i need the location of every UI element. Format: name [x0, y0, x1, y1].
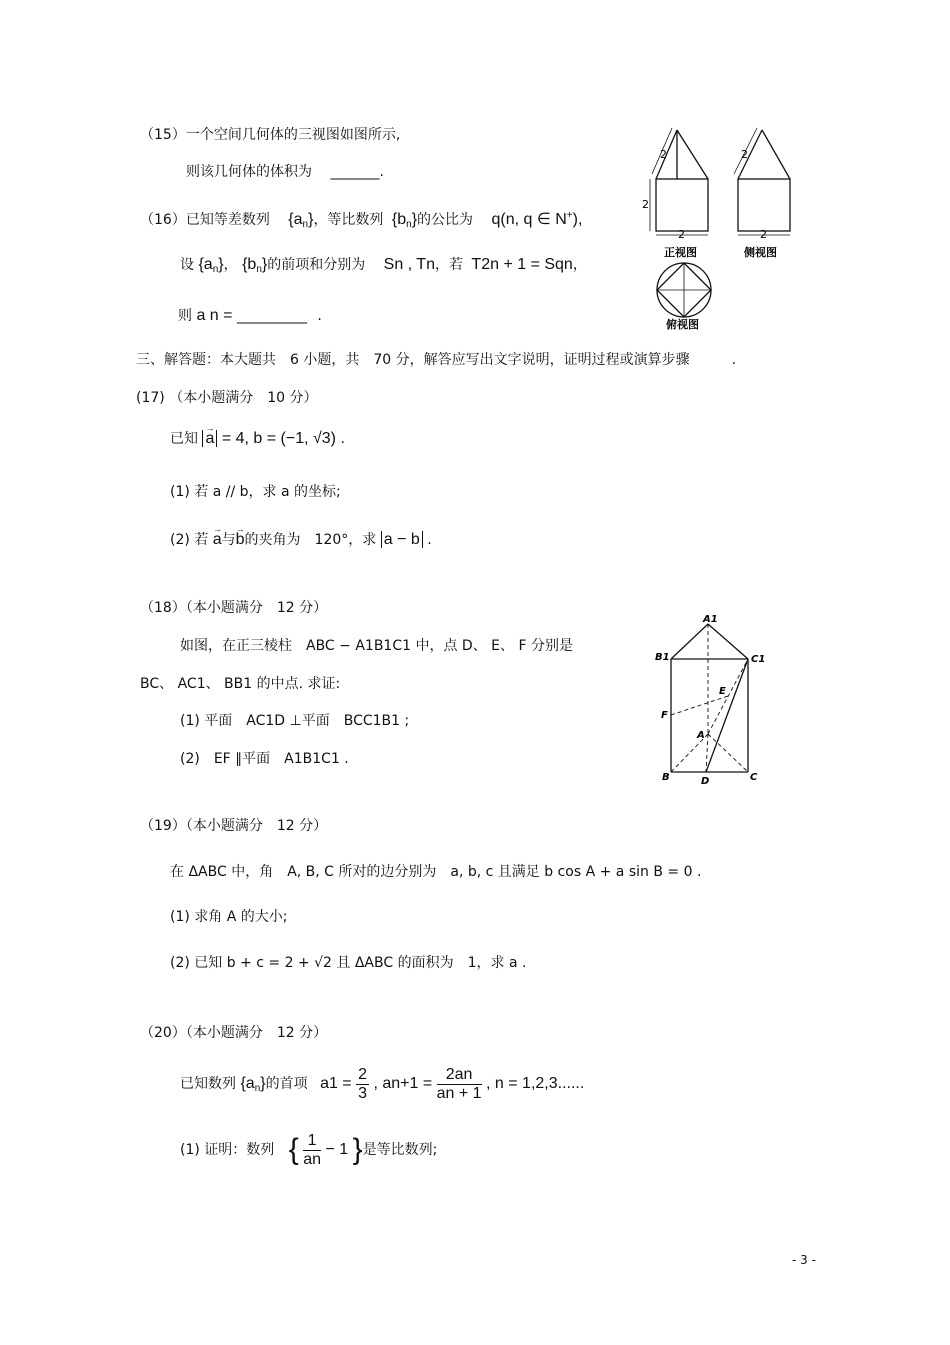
q16-prefix: （16）已知等差数列 [140, 212, 270, 228]
top-view [657, 263, 711, 317]
q17-given-math: = 4, b = (−1, √3) . [221, 430, 345, 447]
q20-line1-prefix: 已知数列 [180, 1076, 236, 1092]
q16-an: a n = [196, 307, 233, 324]
q19-line1: 在 ΔABC 中，角 A, B, C 所对的边分别为 a, b, c 且满足 b cos A + a sin B = 0 . [170, 864, 702, 880]
q16-line2-prefix: 设 [180, 257, 194, 273]
label-c: C [750, 772, 758, 783]
q20-head: （20）（本小题满分 12 分） [140, 1025, 328, 1041]
q15-line1: （15）一个空间几何体的三视图如图所示, [140, 127, 401, 143]
prism-figure [655, 612, 770, 787]
q17-part1: (1) 若 a // b，求 a 的坐标; [170, 484, 341, 500]
front-view-label: 正视图 [664, 246, 697, 259]
q16-line3-prefix: 则 [178, 308, 192, 324]
q15-line2 [186, 162, 384, 182]
q20-a1-frac: $\frac{2}{3}$ [358, 1065, 368, 1102]
q18-line2: BC、 AC1、 BB1 的中点. 求证: [140, 676, 341, 692]
q19-part1: (1) 求角 A 的大小; [170, 909, 288, 925]
side-view-dims [734, 128, 790, 235]
q20-p1-brace-close: } [352, 1133, 363, 1166]
q20-rec-frac: $\frac{2an}{an + 1}$ [436, 1065, 482, 1102]
q16-cond-prefix: ，若 [434, 257, 463, 273]
q20-line1-mid: 的首项 [265, 1076, 308, 1092]
label-b1: B1 [655, 652, 670, 663]
q16-mid2: 的公比为 [417, 212, 474, 228]
q16-mid1: ，等比数列 [313, 212, 384, 228]
q16-line1 [140, 206, 582, 235]
q20-part1 [180, 1130, 437, 1170]
q16-line2-mid: 的前项和分别为 [267, 257, 366, 273]
three-view-figure [640, 122, 800, 334]
side-dim-width: 2 [760, 228, 767, 241]
page-number: - 3 - [792, 1253, 816, 1267]
label-a: A [697, 730, 705, 741]
q17-head: (17) （本小题满分 10 分） [136, 390, 318, 406]
q15-end: . [379, 164, 384, 180]
q19-head: （19）（本小题满分 12 分） [140, 818, 328, 834]
q16-seq-b2: $\{b_n\}$ [242, 256, 268, 275]
q15-blank: _______ [330, 164, 380, 180]
label-f: F [661, 710, 668, 721]
q17-p2-b: 与 [221, 532, 236, 548]
q15-text: 则该几何体的体积为 [186, 164, 312, 180]
q16-sums: Sn , Tn [383, 256, 435, 273]
top-view-label: 俯视图 [666, 318, 699, 331]
prism-hidden-edges [671, 624, 748, 772]
q18-part1: (1) 平面 AC1D ⊥平面 BCC1B1 ; [180, 713, 410, 729]
front-view [656, 130, 708, 231]
label-c1: C1 [751, 654, 766, 665]
front-dim-height: 2 [642, 198, 649, 211]
q19-part2: (2) 已知 b + c = 2 + √2 且 ΔABC 的面积为 1，求 a . [170, 955, 527, 971]
q17-p2-a: (2) 若 [170, 532, 209, 548]
q18-head: （18）（本小题满分 12 分） [140, 600, 328, 616]
q16-line2: 设 $\{a_n\}$， $\{b_n\}$的前项和分别为 Sn , Tn，若 T2n + 1 = Sqn， [180, 256, 587, 275]
q20-rec-tail: , n = 1,2,3...... [486, 1075, 585, 1092]
q17-given-text: 已知 [170, 431, 198, 447]
q17-p2-c: 的夹角为 120°，求 [244, 532, 377, 548]
front-dim-slant: 2 [660, 148, 667, 161]
side-view-label: 侧视图 [744, 246, 777, 259]
q16-blank: __________ [236, 308, 307, 324]
q16-seq-a2: $\{a_n\}$ [198, 256, 224, 275]
q20-seq-a: $\{a_n\}$ [240, 1075, 266, 1094]
q17-abs-diff: a − b [381, 531, 423, 548]
prism-edges [671, 624, 748, 772]
front-dim-width: 2 [678, 228, 685, 241]
section-heading: 三、解答题：本大题共 6 小题，共 70 分，解答应写出文字说明，证明过程或演算步骤 . [136, 352, 737, 368]
label-e: E [719, 686, 726, 697]
label-d: D [701, 776, 710, 787]
side-dim-slant: 2 [741, 148, 748, 161]
q17-vec-b: → b [236, 530, 245, 550]
q20-line1 [180, 1064, 584, 1109]
q20-p1-tail: − 1 [325, 1141, 349, 1158]
q17-abs-a: → a [202, 430, 217, 447]
label-a1: A1 [703, 614, 718, 625]
front-view-dims [650, 128, 708, 235]
q16-line3 [178, 306, 322, 326]
q20-p1-brace-open: { [288, 1133, 299, 1166]
q20-p1-prefix: (1) 证明：数列 [180, 1142, 275, 1158]
q20-rec-lhs: , an+1 = [373, 1075, 433, 1092]
q20-a1: a1 = [320, 1075, 352, 1092]
q18-part2: (2) EF ∥平面 A1B1C1 . [180, 751, 349, 767]
q16-seq-a: $\{a_n\}$ [288, 211, 314, 230]
q16-cond: T2n + 1 = Sqn [471, 256, 573, 273]
q20-p1-frac: $\frac{1}{an}$ [303, 1131, 322, 1168]
q18-line1: 如图，在正三棱柱 ABC − A1B1C1 中，点 D、 E、 F 分别是 [180, 638, 573, 654]
q17-given [170, 429, 345, 449]
q16-ratio: q(n, q ∈ N+), [491, 210, 583, 228]
q16-end: . [317, 308, 322, 324]
label-b: B [662, 772, 670, 783]
q17-vec-a: → a [213, 530, 222, 550]
q20-p1-end: 是等比数列; [362, 1142, 438, 1158]
q16-seq-b: $\{b_n\}$ [391, 211, 418, 230]
side-view [738, 130, 790, 231]
q17-part2: (2) 若 → a与→ b的夹角为 120°，求 a − b . [170, 530, 432, 550]
